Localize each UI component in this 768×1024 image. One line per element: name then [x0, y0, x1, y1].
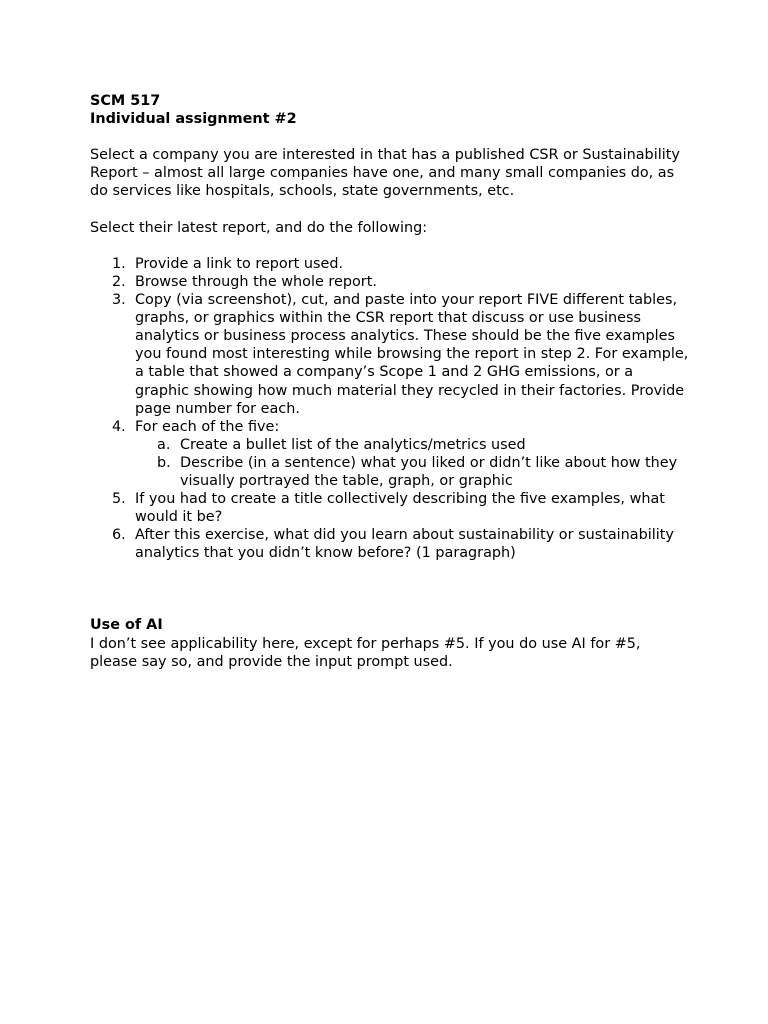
list-item-text: For each of the five:	[135, 418, 280, 435]
list-item	[90, 255, 690, 273]
intro-paragraph: Select a company you are interested in that has a published CSR or Sustainability Report – almost all large companies have one, and many small companies do, as do services like hospitals, schools, state governments, etc.	[90, 147, 680, 200]
list-item	[90, 526, 690, 562]
list-item-text: Provide a link to report used.	[135, 255, 344, 272]
spacer	[90, 128, 690, 146]
sub-list	[135, 436, 690, 490]
sub-list-item	[135, 454, 690, 490]
list-item-text: Browse through the whole report.	[135, 273, 377, 290]
spacer	[90, 237, 690, 255]
sub-list-letter: a.	[157, 436, 171, 453]
assignment-title: Individual assignment #2	[90, 111, 297, 128]
document-page	[90, 92, 690, 671]
list-number: 6.	[112, 527, 126, 544]
sub-list-item-text: Create a bullet list of the analytics/metrics used	[180, 436, 526, 453]
list-number: 4.	[112, 418, 126, 435]
ai-section-heading: Use of AI	[90, 617, 163, 634]
list-item	[90, 490, 690, 526]
instruction-paragraph: Select their latest report, and do the following:	[90, 219, 428, 236]
sub-list-item-text: Describe (in a sentence) what you liked or didn’t like about how they visually portrayed the table, graph, or graphic	[180, 454, 678, 489]
sub-list-item	[135, 436, 690, 454]
sub-list-letter: b.	[157, 454, 171, 471]
list-item-text: Copy (via screenshot), cut, and paste into your report FIVE different tables, graphs, or graphics within the CSR report that discuss or use business analytics or business process analytics. These should be the five examples you found most interesting while browsing the report in step 2. For example, a table that showed a company’s Scope 1 and 2 GHG emissions, or a graphic showing how much material they recycled in their factories. Provide page number for each.	[135, 292, 689, 417]
course-title: SCM 517	[90, 93, 161, 109]
steps-list	[90, 255, 690, 563]
list-number: 3.	[112, 292, 126, 309]
list-item	[90, 291, 690, 418]
list-item-text: After this exercise, what did you learn about sustainability or sustainability analytics that you didn’t know before? (1 paragraph)	[135, 527, 674, 562]
list-item	[90, 418, 690, 490]
spacer	[90, 201, 690, 219]
list-number: 5.	[112, 491, 126, 508]
ai-section-body: I don’t see applicability here, except for perhaps #5. If you do use AI for #5, please say so, and provide the input prompt used.	[90, 635, 641, 670]
list-number: 2.	[112, 273, 126, 290]
spacer	[90, 562, 690, 616]
list-item-text: If you had to create a title collectively describing the five examples, what would it be?	[135, 491, 665, 526]
list-number: 1.	[112, 255, 126, 272]
list-item	[90, 273, 690, 291]
